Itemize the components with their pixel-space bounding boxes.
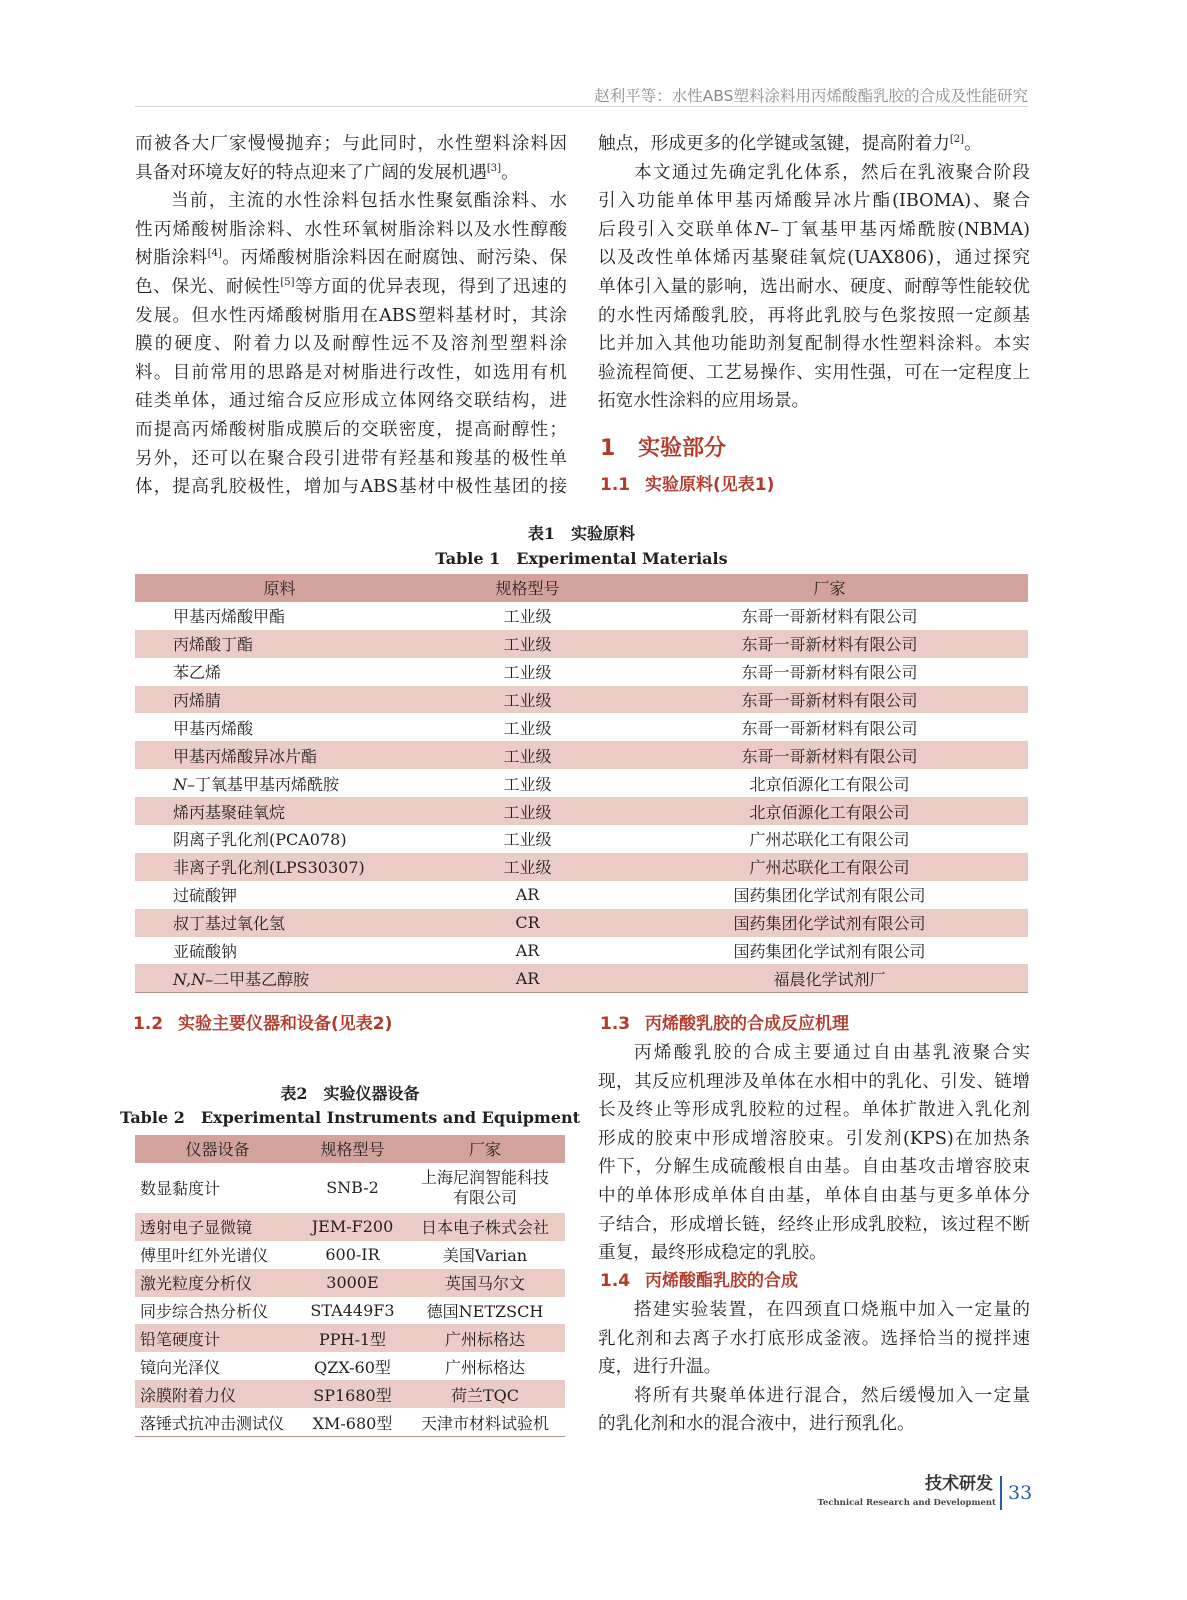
text-run: 乳化剂和去离子水打底形成釜液。选择恰当的搅拌速 bbox=[598, 1328, 1030, 1349]
grade: CR bbox=[515, 913, 540, 933]
instrument-name: 透射电子显微镜 bbox=[140, 1218, 253, 1238]
section-title: 实验主要仪器和设备(见表2) bbox=[178, 1014, 393, 1034]
material-name bbox=[135, 797, 424, 825]
text-run: 。 bbox=[501, 162, 519, 183]
table-row bbox=[135, 1213, 565, 1241]
table-row bbox=[135, 713, 1028, 741]
grade: AR bbox=[515, 968, 540, 988]
model: XM-680型 bbox=[312, 1413, 393, 1433]
material-name bbox=[135, 630, 424, 658]
text-run: 烯丙基聚硅氧烷 bbox=[173, 802, 286, 822]
text-run: 。 bbox=[964, 134, 982, 154]
text-line bbox=[135, 445, 567, 474]
text-line bbox=[135, 473, 567, 502]
manufacturer: 北京佰源化工有限公司 bbox=[749, 802, 910, 822]
table-header-row bbox=[135, 1135, 565, 1163]
text-run: 色、保光、耐候性 bbox=[135, 276, 281, 297]
material-name bbox=[135, 713, 424, 741]
model: JEM-F200 bbox=[311, 1217, 394, 1237]
text-line bbox=[135, 387, 567, 416]
grade: 工业级 bbox=[503, 746, 552, 766]
grade: 工业级 bbox=[503, 774, 552, 794]
text-run: 现，其反应机理涉及单体在水相中的乳化、引发、链增 bbox=[598, 1071, 1030, 1092]
text-line bbox=[598, 330, 1030, 359]
text-line bbox=[598, 1096, 1030, 1125]
material-name bbox=[135, 602, 424, 630]
column-header: 规格型号 bbox=[320, 1140, 385, 1160]
manufacturer: 东哥一哥新材料有限公司 bbox=[741, 663, 918, 683]
grade: 工业级 bbox=[503, 663, 552, 683]
instrument-name: 铅笔硬度计 bbox=[140, 1329, 221, 1349]
section-number: 1.4 bbox=[600, 1271, 631, 1291]
table-row bbox=[135, 1380, 565, 1408]
model: SNB-2 bbox=[326, 1178, 379, 1198]
text-run: –丁氧基甲基丙烯酰胺 bbox=[187, 774, 340, 794]
material-name bbox=[135, 964, 424, 992]
text-run: –丁氧基甲基丙烯酰胺(NBMA) bbox=[770, 219, 1030, 240]
text-line bbox=[598, 1068, 1030, 1097]
text-line bbox=[598, 1039, 1030, 1068]
text-run: 另外，还可以在聚合段引进带有羟基和羧基的极性单 bbox=[135, 448, 567, 469]
text-run: 单体引入量的影响，选出耐水、硬度、耐醇等性能较优 bbox=[598, 276, 1030, 297]
text-line bbox=[598, 1211, 1030, 1240]
table-row bbox=[135, 1408, 565, 1436]
text-run: 形成的胶束中形成增溶胶束。引发剂(KPS)在加热条 bbox=[598, 1128, 1030, 1149]
text-run: 重复，最终形成稳定的乳胶。 bbox=[598, 1243, 827, 1264]
grade: 工业级 bbox=[503, 718, 552, 738]
table-row bbox=[135, 1297, 565, 1325]
table-row bbox=[135, 686, 1028, 714]
text-run: 而被各大厂家慢慢抛弃；与此同时，水性塑料涂料因 bbox=[135, 134, 567, 154]
table-row bbox=[135, 741, 1028, 769]
italic-symbol: N bbox=[754, 219, 771, 240]
text-run: 料。目前常用的思路是对树脂进行改性，如选用有机 bbox=[135, 362, 567, 383]
text-line bbox=[598, 1153, 1030, 1182]
footer-divider bbox=[1000, 1476, 1002, 1510]
grade: AR bbox=[515, 885, 540, 905]
text-run: 非离子乳化剂(LPS30307) bbox=[173, 858, 365, 878]
text-run: 中的单体形成单体自由基，单体自由基与更多单体分 bbox=[598, 1185, 1030, 1206]
text-line bbox=[598, 159, 1030, 188]
table-row bbox=[135, 825, 1028, 853]
text-line bbox=[135, 244, 567, 273]
text-run: 而提高丙烯酸树脂成膜后的交联密度，提高耐醇性； bbox=[135, 419, 567, 440]
material-name bbox=[135, 937, 424, 965]
left-intro-text bbox=[135, 130, 567, 502]
page-number: 33 bbox=[1008, 1482, 1033, 1504]
model: 600-IR bbox=[325, 1245, 380, 1265]
manufacturer: 天津市材料试验机 bbox=[420, 1413, 549, 1433]
instrument-name: 落锤式抗冲击测试仪 bbox=[140, 1413, 285, 1433]
manufacturer: 英国马尔文 bbox=[444, 1274, 525, 1294]
grade: 工业级 bbox=[503, 858, 552, 878]
manufacturer: 北京佰源化工有限公司 bbox=[749, 774, 910, 794]
text-line bbox=[135, 130, 567, 159]
table1-caption-cn: 表1 实验原料 bbox=[527, 524, 636, 543]
section-1-2-heading bbox=[133, 1014, 392, 1035]
text-line bbox=[598, 130, 1030, 159]
text-run: 将所有共聚单体进行混合，然后缓慢加入一定量 bbox=[634, 1385, 1030, 1406]
text-run: 甲基丙烯酸 bbox=[173, 718, 254, 738]
text-run: 硅类单体，通过缩合反应形成立体网络交联结构，进 bbox=[135, 391, 567, 412]
text-run: 件下，分解生成硫酸根自由基。自由基攻击增容胶束 bbox=[598, 1157, 1030, 1178]
text-run: 等方面的优异表现，得到了迅速的 bbox=[294, 276, 567, 297]
instrument-name: 傅里叶红外光谱仪 bbox=[140, 1246, 269, 1266]
text-run: 当前，主流的水性涂料包括水性聚氨酯涂料、水 bbox=[171, 191, 567, 212]
text-line bbox=[598, 1353, 1030, 1382]
text-run: 树脂涂料 bbox=[135, 248, 208, 269]
manufacturer: 国药集团化学试剂有限公司 bbox=[733, 886, 926, 906]
text-run: 比并加入其他功能助剂复配制得水性塑料涂料。本实 bbox=[598, 334, 1030, 355]
material-name bbox=[135, 909, 424, 937]
table-row bbox=[135, 909, 1028, 937]
text-run: 亚硫酸钠 bbox=[173, 942, 238, 962]
section-title: 丙烯酸乳胶的合成反应机理 bbox=[645, 1014, 849, 1034]
instrument-name: 镜向光泽仪 bbox=[140, 1357, 221, 1377]
manufacturer: 东哥一哥新材料有限公司 bbox=[741, 607, 918, 627]
instrument-name: 涂膜附着力仪 bbox=[140, 1385, 237, 1405]
manufacturer: 荷兰TQC bbox=[450, 1385, 520, 1405]
text-run: 长及终止等形成乳胶粒的过程。单体扩散进入乳化剂 bbox=[598, 1100, 1030, 1121]
model: QZX-60型 bbox=[314, 1357, 391, 1377]
text-line bbox=[135, 159, 567, 188]
citation: [3] bbox=[486, 162, 502, 174]
text-run: 苯乙烯 bbox=[173, 663, 222, 683]
material-name bbox=[135, 825, 424, 853]
materials-table bbox=[135, 574, 1028, 993]
instrument-name: 同步综合热分析仪 bbox=[140, 1302, 269, 1321]
model: STA449F3 bbox=[310, 1301, 395, 1320]
manufacturer: 国药集团化学试剂有限公司 bbox=[733, 914, 926, 934]
text-run: 本文通过先确定乳化体系，然后在乳液聚合阶段 bbox=[634, 162, 1030, 183]
text-line bbox=[598, 1325, 1030, 1354]
instruments-table bbox=[135, 1135, 565, 1437]
text-line bbox=[598, 387, 1030, 416]
material-name bbox=[135, 769, 424, 797]
text-run: –二甲基乙醇胺 bbox=[205, 969, 310, 989]
text-run: 的水性丙烯酸乳胶，再将此乳胶与色浆按照一定颜基 bbox=[598, 305, 1030, 326]
table-row bbox=[135, 937, 1028, 965]
section-1-4-heading bbox=[600, 1271, 798, 1292]
grade: 工业级 bbox=[503, 830, 552, 850]
text-line bbox=[598, 244, 1030, 273]
table-row bbox=[135, 797, 1028, 825]
text-run: 触点，形成更多的化学键或氢键，提高附着力 bbox=[598, 134, 950, 154]
text-line bbox=[598, 1182, 1030, 1211]
manufacturer: 东哥一哥新材料有限公司 bbox=[741, 691, 918, 710]
right-intro-text bbox=[598, 130, 1030, 416]
text-line bbox=[598, 216, 1030, 245]
table-row bbox=[135, 1324, 565, 1352]
footer-section-cn: 技术研发 bbox=[925, 1474, 993, 1494]
text-run: 丙烯腈 bbox=[173, 691, 222, 710]
text-line bbox=[598, 1410, 1030, 1439]
manufacturer: 广州标格达 bbox=[444, 1329, 525, 1349]
text-line bbox=[135, 273, 567, 302]
table2-caption-cn: 表2 实验仪器设备 bbox=[280, 1084, 420, 1103]
footer-section-en: Technical Research and Development bbox=[817, 1498, 996, 1508]
section-1-3-heading bbox=[600, 1014, 849, 1035]
text-line bbox=[135, 416, 567, 445]
table-row bbox=[135, 853, 1028, 881]
column-header: 厂家 bbox=[813, 579, 846, 599]
text-run: 甲基丙烯酸甲酯 bbox=[173, 607, 286, 627]
column-header: 厂家 bbox=[468, 1140, 501, 1160]
table-row bbox=[135, 658, 1028, 686]
manufacturer-text: 上海尼润智能科技有限公司 bbox=[420, 1167, 549, 1207]
text-run: 搭建实验装置，在四颈直口烧瓶中加入一定量的 bbox=[634, 1300, 1030, 1320]
section-number: 1 bbox=[600, 436, 616, 461]
table-row bbox=[135, 1269, 565, 1297]
text-line bbox=[598, 1125, 1030, 1154]
material-name bbox=[135, 658, 424, 686]
text-run: 发展。但水性丙烯酸树脂用在ABS塑料基材时，其涂 bbox=[135, 305, 567, 326]
text-line bbox=[598, 1296, 1030, 1325]
manufacturer: 广州芯联化工有限公司 bbox=[749, 858, 910, 878]
section-number: 1.3 bbox=[600, 1014, 631, 1034]
material-name bbox=[135, 853, 424, 881]
text-line bbox=[598, 1239, 1030, 1268]
section-number: 1.1 bbox=[600, 475, 631, 495]
text-run: 叔丁基过氧化氢 bbox=[173, 914, 286, 934]
manufacturer: 德国NETZSCH bbox=[426, 1302, 544, 1321]
material-name bbox=[135, 686, 424, 714]
manufacturer: 美国Varian bbox=[442, 1246, 528, 1266]
model: SP1680型 bbox=[313, 1385, 392, 1405]
section-1-3-text bbox=[598, 1039, 1030, 1268]
table-row bbox=[135, 602, 1028, 630]
grade: AR bbox=[515, 941, 540, 961]
column-header: 规格型号 bbox=[495, 579, 560, 599]
manufacturer: 东哥一哥新材料有限公司 bbox=[741, 635, 918, 655]
text-run: 体，提高乳胶极性，增加与ABS基材中极性基团的接 bbox=[135, 477, 567, 498]
model: 3000E bbox=[326, 1273, 379, 1293]
table-header-row bbox=[135, 574, 1028, 602]
manufacturer: 东哥一哥新材料有限公司 bbox=[741, 746, 918, 766]
text-line bbox=[598, 1382, 1030, 1411]
manufacturer: 国药集团化学试剂有限公司 bbox=[733, 942, 926, 962]
text-line bbox=[598, 359, 1030, 388]
section-number: 1.2 bbox=[133, 1014, 164, 1034]
material-name bbox=[135, 881, 424, 909]
text-line bbox=[135, 330, 567, 359]
text-run: 以及改性单体烯丙基聚硅氧烷(UAX806)，通过探究 bbox=[598, 248, 1030, 269]
table-row bbox=[135, 1241, 565, 1269]
section-title: 实验原料(见表1) bbox=[645, 475, 775, 495]
column-header: 仪器设备 bbox=[185, 1140, 250, 1160]
table-row bbox=[135, 1163, 565, 1213]
citation: [5] bbox=[280, 276, 295, 288]
section-title: 丙烯酸酯乳胶的合成 bbox=[645, 1271, 798, 1291]
text-line bbox=[135, 216, 567, 245]
text-line bbox=[598, 302, 1030, 331]
text-run: 子结合，形成增长链，经终止形成乳胶粒，该过程不断 bbox=[598, 1214, 1030, 1235]
model: PPH-1型 bbox=[318, 1329, 387, 1349]
material-name bbox=[135, 741, 424, 769]
table1-caption-en: Table 1 Experimental Materials bbox=[435, 549, 728, 568]
grade: 工业级 bbox=[503, 802, 552, 822]
grade: 工业级 bbox=[503, 635, 552, 655]
text-run: 后段引入交联单体 bbox=[598, 219, 755, 240]
text-run: 膜的硬度、附着力以及耐醇性远不及溶剂型塑料涂 bbox=[135, 334, 567, 355]
text-run: 性丙烯酸树脂涂料、水性环氧树脂涂料以及水性醇酸 bbox=[135, 219, 567, 240]
text-line bbox=[135, 187, 567, 216]
text-run: 的乳化剂和水的混合液中，进行预乳化。 bbox=[598, 1414, 915, 1435]
text-line bbox=[135, 302, 567, 331]
text-run: 过硫酸钾 bbox=[173, 886, 238, 906]
italic-symbol: N bbox=[173, 774, 187, 794]
grade: 工业级 bbox=[503, 691, 552, 710]
manufacturer: 广州芯联化工有限公司 bbox=[749, 830, 910, 850]
section-title: 实验部分 bbox=[638, 436, 727, 461]
citation: [2] bbox=[949, 134, 965, 145]
table-row bbox=[135, 881, 1028, 909]
table-row bbox=[135, 769, 1028, 797]
section-1-4-text bbox=[598, 1296, 1030, 1439]
column-header: 原料 bbox=[263, 579, 296, 599]
text-line bbox=[598, 273, 1030, 302]
text-run: 验流程简便、工艺易操作、实用性强，可在一定程度上 bbox=[598, 362, 1030, 383]
text-run: 丙烯酸乳胶的合成主要通过自由基乳液聚合实 bbox=[634, 1043, 1030, 1063]
manufacturer: 日本电子株式会社 bbox=[420, 1218, 549, 1238]
text-line bbox=[598, 187, 1030, 216]
table-row bbox=[135, 1352, 565, 1380]
table2-caption-en: Table 2 Experimental Instruments and Equipment bbox=[119, 1108, 581, 1127]
text-run: 拓宽水性涂料的应用场景。 bbox=[598, 391, 810, 412]
header-divider bbox=[135, 106, 1028, 107]
running-head: 赵利平等：水性ABS塑料涂料用丙烯酸酯乳胶的合成及性能研究 bbox=[594, 87, 1028, 105]
section-1-heading bbox=[600, 436, 726, 462]
instrument-name: 数显黏度计 bbox=[140, 1179, 221, 1199]
text-run: 丙烯酸丁酯 bbox=[173, 635, 254, 655]
table-row bbox=[135, 630, 1028, 658]
grade: 工业级 bbox=[503, 607, 552, 627]
table-row bbox=[135, 964, 1028, 992]
manufacturer: 东哥一哥新材料有限公司 bbox=[741, 718, 918, 738]
text-run: 阴离子乳化剂(PCA078) bbox=[173, 830, 347, 850]
manufacturer: 广州标格达 bbox=[444, 1357, 525, 1377]
text-run: 。丙烯酸树脂涂料因在耐腐蚀、耐污染、保 bbox=[221, 248, 567, 269]
instrument-name: 激光粒度分析仪 bbox=[140, 1274, 253, 1294]
text-line bbox=[135, 359, 567, 388]
section-1-1-heading bbox=[600, 475, 774, 496]
citation: [4] bbox=[207, 248, 222, 260]
text-run: 具备对环境友好的特点迎来了广阔的发展机遇 bbox=[135, 162, 487, 183]
italic-symbol: N,N bbox=[173, 969, 206, 989]
text-run: 引入功能单体甲基丙烯酸异冰片酯(IBOMA)、聚合 bbox=[598, 191, 1030, 212]
manufacturer bbox=[405, 1163, 565, 1213]
text-run: 甲基丙烯酸异冰片酯 bbox=[173, 746, 318, 766]
text-run: 度，进行升温。 bbox=[598, 1357, 722, 1378]
manufacturer: 福晨化学试剂厂 bbox=[773, 969, 886, 989]
